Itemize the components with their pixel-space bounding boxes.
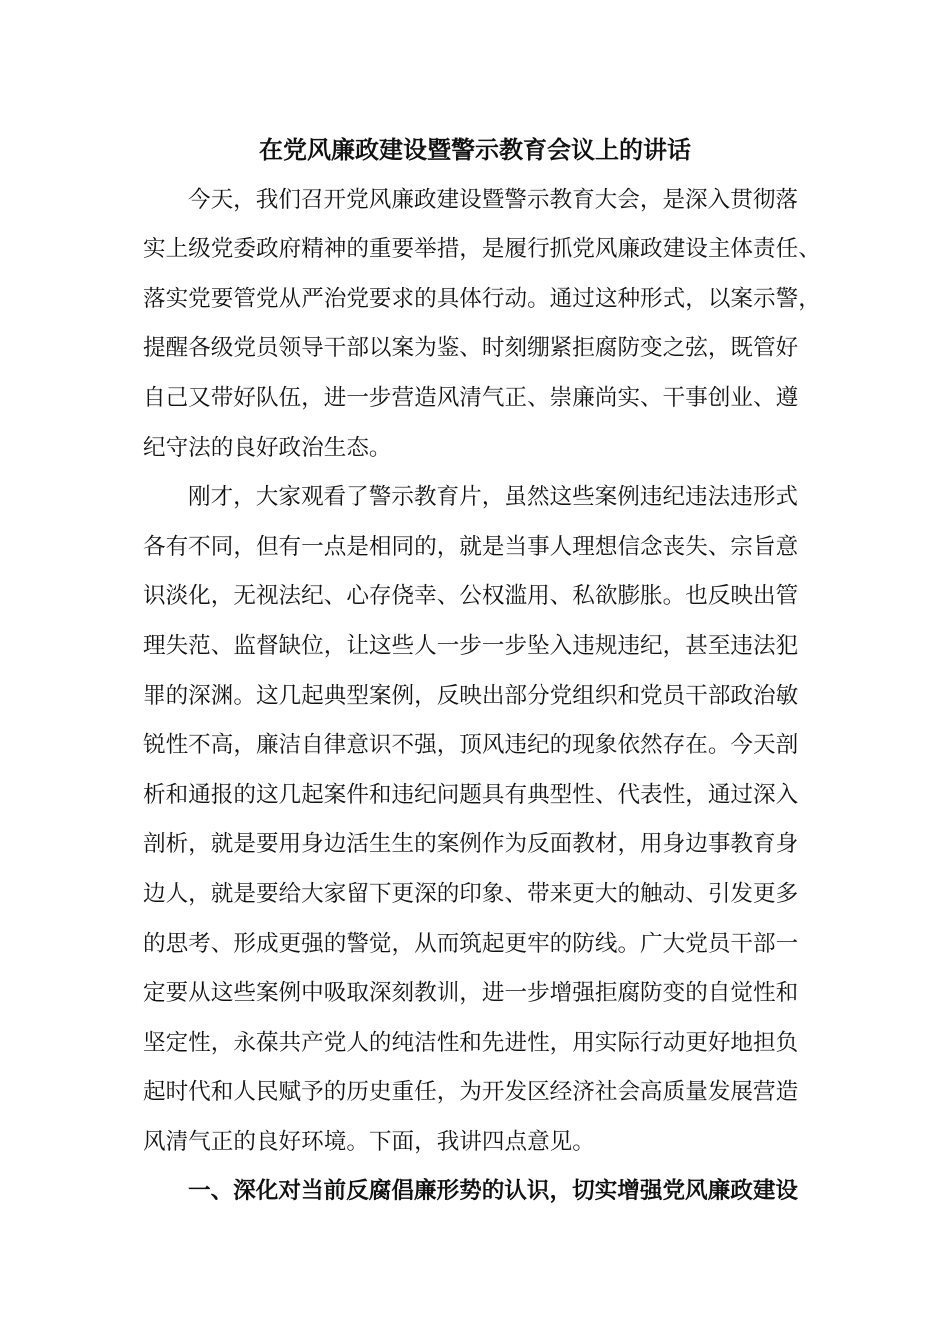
document-page: [0, 126, 950, 1217]
text-line: 析和通报的这几起案件和违纪问题具有典型性、代表性，通过深入: [143, 781, 799, 808]
text-line: 提醒各级党员领导干部以案为鉴、时刻绷紧拒腐防变之弦，既管好: [143, 335, 799, 362]
paragraph-1: [0, 176, 950, 474]
text-line: 纪守法的良好政治生态。: [143, 434, 392, 461]
text-line: 刚才，大家观看了警示教育片，虽然这些案例违纪违法违形式: [188, 484, 799, 511]
text-line: 剖析，就是要用身边活生生的案例作为反面教材，用身边事教育身: [143, 831, 799, 858]
text-line: 各有不同，但有一点是相同的，就是当事人理想信念丧失、宗旨意: [143, 533, 799, 560]
text-line: 定要从这些案例中吸取深刻教训，进一步增强拒腐防变的自觉性和: [143, 980, 799, 1007]
text-line: 锐性不高，廉洁自律意识不强，顶风违纪的现象依然存在。今天剖: [143, 732, 799, 759]
document-title: 在党风廉政建设暨警示教育会议上的讲话: [259, 136, 691, 164]
section-heading: 一、深化对当前反腐倡廉形势的认识，切实增强党风廉政建设: [188, 1178, 799, 1205]
text-line: 自己又带好队伍，进一步营造风清气正、崇廉尚实、干事创业、遵: [143, 384, 799, 411]
text-line: 识淡化，无视法纪、心存侥幸、公权滥用、私欲膨胀。也反映出管: [143, 583, 799, 610]
paragraph-2: [0, 473, 950, 1167]
text-line: 落实党要管党从严治党要求的具体行动。通过这种形式，以案示警，: [143, 285, 821, 312]
text-line: 实上级党委政府精神的重要举措，是履行抓党风廉政建设主体责任、: [143, 236, 821, 263]
text-line: 风清气正的良好环境。下面，我讲四点意见。: [143, 1128, 595, 1155]
text-line: 边人，就是要给大家留下更深的印象、带来更大的触动、引发更多: [143, 880, 799, 907]
text-line: 理失范、监督缺位，让这些人一步一步坠入违规违纪，甚至违法犯: [143, 632, 799, 659]
text-line: 罪的深渊。这几起典型案例，反映出部分党组织和党员干部政治敏: [143, 682, 799, 709]
text-line: 今天，我们召开党风廉政建设暨警示教育大会，是深入贯彻落: [188, 186, 799, 213]
text-line: 坚定性，永葆共产党人的纯洁性和先进性，用实际行动更好地担负: [143, 1029, 799, 1056]
text-line: 的思考、形成更强的警觉，从而筑起更牢的防线。广大党员干部一: [143, 930, 799, 957]
text-line: 起时代和人民赋予的历史重任，为开发区经济社会高质量发展营造: [143, 1079, 799, 1106]
